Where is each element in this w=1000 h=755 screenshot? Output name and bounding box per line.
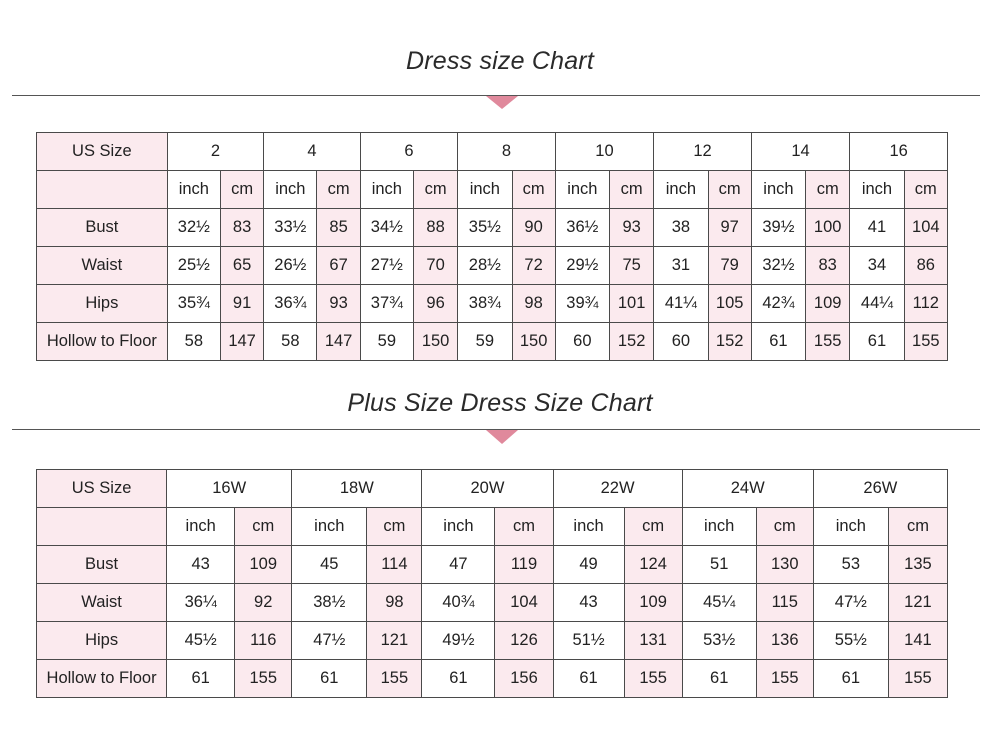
cm-value: 96	[413, 285, 457, 323]
standard-size-table	[36, 132, 948, 361]
inch-value: 61	[553, 660, 624, 698]
inch-unit-label: inch	[292, 508, 367, 546]
size-header-row	[37, 133, 948, 171]
inch-value: 53½	[682, 622, 756, 660]
measurement-label: Hollow to Floor	[37, 323, 168, 361]
inch-value: 38	[654, 209, 708, 247]
cm-value: 156	[495, 660, 553, 698]
cm-value: 72	[512, 247, 555, 285]
inch-value: 36¾	[264, 285, 317, 323]
inch-value: 32½	[751, 247, 805, 285]
measurement-label: Hollow to Floor	[37, 660, 167, 698]
inch-value: 41¼	[654, 285, 708, 323]
inch-value: 61	[682, 660, 756, 698]
table-row	[37, 323, 948, 361]
inch-value: 58	[264, 323, 317, 361]
inch-value: 60	[654, 323, 708, 361]
cm-value: 109	[806, 285, 850, 323]
size-header: 24W	[682, 470, 813, 508]
inch-unit-label: inch	[751, 171, 805, 209]
size-header: 6	[360, 133, 458, 171]
us-size-label: US Size	[37, 133, 168, 171]
inch-value: 31	[654, 247, 708, 285]
cm-value: 90	[512, 209, 555, 247]
cm-value: 121	[888, 584, 947, 622]
inch-value: 61	[850, 323, 904, 361]
cm-value: 83	[806, 247, 850, 285]
cm-unit-label: cm	[904, 171, 947, 209]
inch-value: 61	[813, 660, 888, 698]
cm-value: 155	[904, 323, 947, 361]
cm-value: 93	[317, 285, 360, 323]
size-header: 14	[751, 133, 850, 171]
inch-value: 51	[682, 546, 756, 584]
cm-value: 93	[610, 209, 654, 247]
inch-unit-label: inch	[360, 171, 413, 209]
table-row	[37, 546, 948, 584]
inch-value: 36½	[555, 209, 609, 247]
cm-value: 136	[756, 622, 813, 660]
cm-value: 130	[756, 546, 813, 584]
inch-unit-label: inch	[553, 508, 624, 546]
cm-value: 97	[708, 209, 751, 247]
cm-value: 79	[708, 247, 751, 285]
inch-value: 47½	[813, 584, 888, 622]
inch-value: 35½	[458, 209, 512, 247]
inch-value: 39¾	[555, 285, 609, 323]
cm-unit-label: cm	[235, 508, 292, 546]
cm-value: 114	[367, 546, 422, 584]
size-header-row	[37, 470, 948, 508]
cm-value: 126	[495, 622, 553, 660]
cm-value: 155	[367, 660, 422, 698]
inch-value: 60	[555, 323, 609, 361]
inch-unit-label: inch	[682, 508, 756, 546]
inch-value: 59	[360, 323, 413, 361]
inch-value: 33½	[264, 209, 317, 247]
inch-value: 39½	[751, 209, 805, 247]
inch-value: 43	[553, 584, 624, 622]
cm-unit-label: cm	[624, 508, 682, 546]
inch-value: 40¾	[422, 584, 495, 622]
inch-value: 38½	[292, 584, 367, 622]
inch-unit-label: inch	[167, 508, 235, 546]
inch-unit-label: inch	[422, 508, 495, 546]
cm-value: 147	[220, 323, 263, 361]
inch-value: 44¼	[850, 285, 904, 323]
cm-value: 155	[624, 660, 682, 698]
size-header: 22W	[553, 470, 682, 508]
cm-value: 155	[756, 660, 813, 698]
cm-value: 104	[904, 209, 947, 247]
cm-unit-label: cm	[413, 171, 457, 209]
inch-unit-label: inch	[458, 171, 512, 209]
inch-value: 41	[850, 209, 904, 247]
size-header: 16	[850, 133, 948, 171]
size-header: 26W	[813, 470, 947, 508]
plus-size-table	[36, 469, 948, 698]
blank-cell	[37, 508, 167, 546]
inch-value: 47½	[292, 622, 367, 660]
cm-value: 104	[495, 584, 553, 622]
inch-value: 51½	[553, 622, 624, 660]
measurement-label: Hips	[37, 285, 168, 323]
inch-value: 61	[751, 323, 805, 361]
inch-value: 43	[167, 546, 235, 584]
table-row	[37, 285, 948, 323]
inch-value: 26½	[264, 247, 317, 285]
cm-value: 85	[317, 209, 360, 247]
inch-unit-label: inch	[850, 171, 904, 209]
inch-value: 49½	[422, 622, 495, 660]
cm-value: 121	[367, 622, 422, 660]
cm-value: 75	[610, 247, 654, 285]
table-row	[37, 660, 948, 698]
cm-value: 155	[806, 323, 850, 361]
inch-unit-label: inch	[264, 171, 317, 209]
size-header: 20W	[422, 470, 553, 508]
inch-value: 53	[813, 546, 888, 584]
cm-value: 105	[708, 285, 751, 323]
inch-value: 55½	[813, 622, 888, 660]
inch-value: 47	[422, 546, 495, 584]
cm-value: 152	[610, 323, 654, 361]
cm-value: 155	[235, 660, 292, 698]
inch-value: 42¾	[751, 285, 805, 323]
cm-value: 150	[413, 323, 457, 361]
cm-value: 92	[235, 584, 292, 622]
us-size-label: US Size	[37, 470, 167, 508]
cm-unit-label: cm	[610, 171, 654, 209]
inch-value: 28½	[458, 247, 512, 285]
cm-value: 124	[624, 546, 682, 584]
size-header: 8	[458, 133, 556, 171]
cm-value: 135	[888, 546, 947, 584]
inch-unit-label: inch	[654, 171, 708, 209]
cm-value: 98	[512, 285, 555, 323]
unit-header-row	[37, 508, 948, 546]
cm-value: 91	[220, 285, 263, 323]
cm-unit-label: cm	[495, 508, 553, 546]
inch-value: 35¾	[167, 285, 220, 323]
inch-value: 45½	[167, 622, 235, 660]
measurement-label: Bust	[37, 209, 168, 247]
inch-value: 37¾	[360, 285, 413, 323]
measurement-label: Waist	[37, 247, 168, 285]
blank-cell	[37, 171, 168, 209]
measurement-label: Hips	[37, 622, 167, 660]
inch-value: 38¾	[458, 285, 512, 323]
cm-value: 119	[495, 546, 553, 584]
inch-value: 59	[458, 323, 512, 361]
cm-value: 98	[367, 584, 422, 622]
inch-value: 61	[292, 660, 367, 698]
cm-value: 101	[610, 285, 654, 323]
cm-unit-label: cm	[367, 508, 422, 546]
size-header: 12	[654, 133, 752, 171]
inch-value: 27½	[360, 247, 413, 285]
inch-value: 34½	[360, 209, 413, 247]
size-header: 4	[264, 133, 361, 171]
cm-value: 112	[904, 285, 947, 323]
cm-value: 152	[708, 323, 751, 361]
cm-unit-label: cm	[512, 171, 555, 209]
down-triangle-icon	[486, 430, 518, 444]
cm-value: 155	[888, 660, 947, 698]
cm-unit-label: cm	[888, 508, 947, 546]
inch-value: 45¼	[682, 584, 756, 622]
inch-value: 61	[422, 660, 495, 698]
size-header: 18W	[292, 470, 422, 508]
inch-unit-label: inch	[555, 171, 609, 209]
cm-value: 65	[220, 247, 263, 285]
cm-unit-label: cm	[317, 171, 360, 209]
cm-unit-label: cm	[806, 171, 850, 209]
inch-value: 32½	[167, 209, 220, 247]
down-triangle-icon	[486, 96, 518, 109]
cm-unit-label: cm	[756, 508, 813, 546]
cm-value: 88	[413, 209, 457, 247]
cm-unit-label: cm	[708, 171, 751, 209]
size-header: 2	[167, 133, 264, 171]
measurement-label: Bust	[37, 546, 167, 584]
cm-value: 131	[624, 622, 682, 660]
table-row	[37, 584, 948, 622]
inch-value: 61	[167, 660, 235, 698]
inch-value: 49	[553, 546, 624, 584]
measurement-label: Waist	[37, 584, 167, 622]
cm-value: 115	[756, 584, 813, 622]
cm-value: 70	[413, 247, 457, 285]
cm-value: 116	[235, 622, 292, 660]
table-row	[37, 209, 948, 247]
cm-value: 147	[317, 323, 360, 361]
plus-chart-title: Plus Size Dress Size Chart	[347, 389, 653, 417]
standard-chart-title: Dress size Chart	[406, 47, 594, 75]
size-header: 10	[555, 133, 654, 171]
cm-unit-label: cm	[220, 171, 263, 209]
inch-value: 25½	[167, 247, 220, 285]
inch-unit-label: inch	[167, 171, 220, 209]
cm-value: 141	[888, 622, 947, 660]
cm-value: 67	[317, 247, 360, 285]
inch-value: 34	[850, 247, 904, 285]
inch-value: 29½	[555, 247, 609, 285]
inch-value: 58	[167, 323, 220, 361]
table-row	[37, 247, 948, 285]
cm-value: 100	[806, 209, 850, 247]
inch-value: 36¼	[167, 584, 235, 622]
inch-unit-label: inch	[813, 508, 888, 546]
cm-value: 109	[624, 584, 682, 622]
unit-header-row	[37, 171, 948, 209]
cm-value: 86	[904, 247, 947, 285]
cm-value: 109	[235, 546, 292, 584]
cm-value: 150	[512, 323, 555, 361]
size-header: 16W	[167, 470, 292, 508]
table-row	[37, 622, 948, 660]
inch-value: 45	[292, 546, 367, 584]
cm-value: 83	[220, 209, 263, 247]
